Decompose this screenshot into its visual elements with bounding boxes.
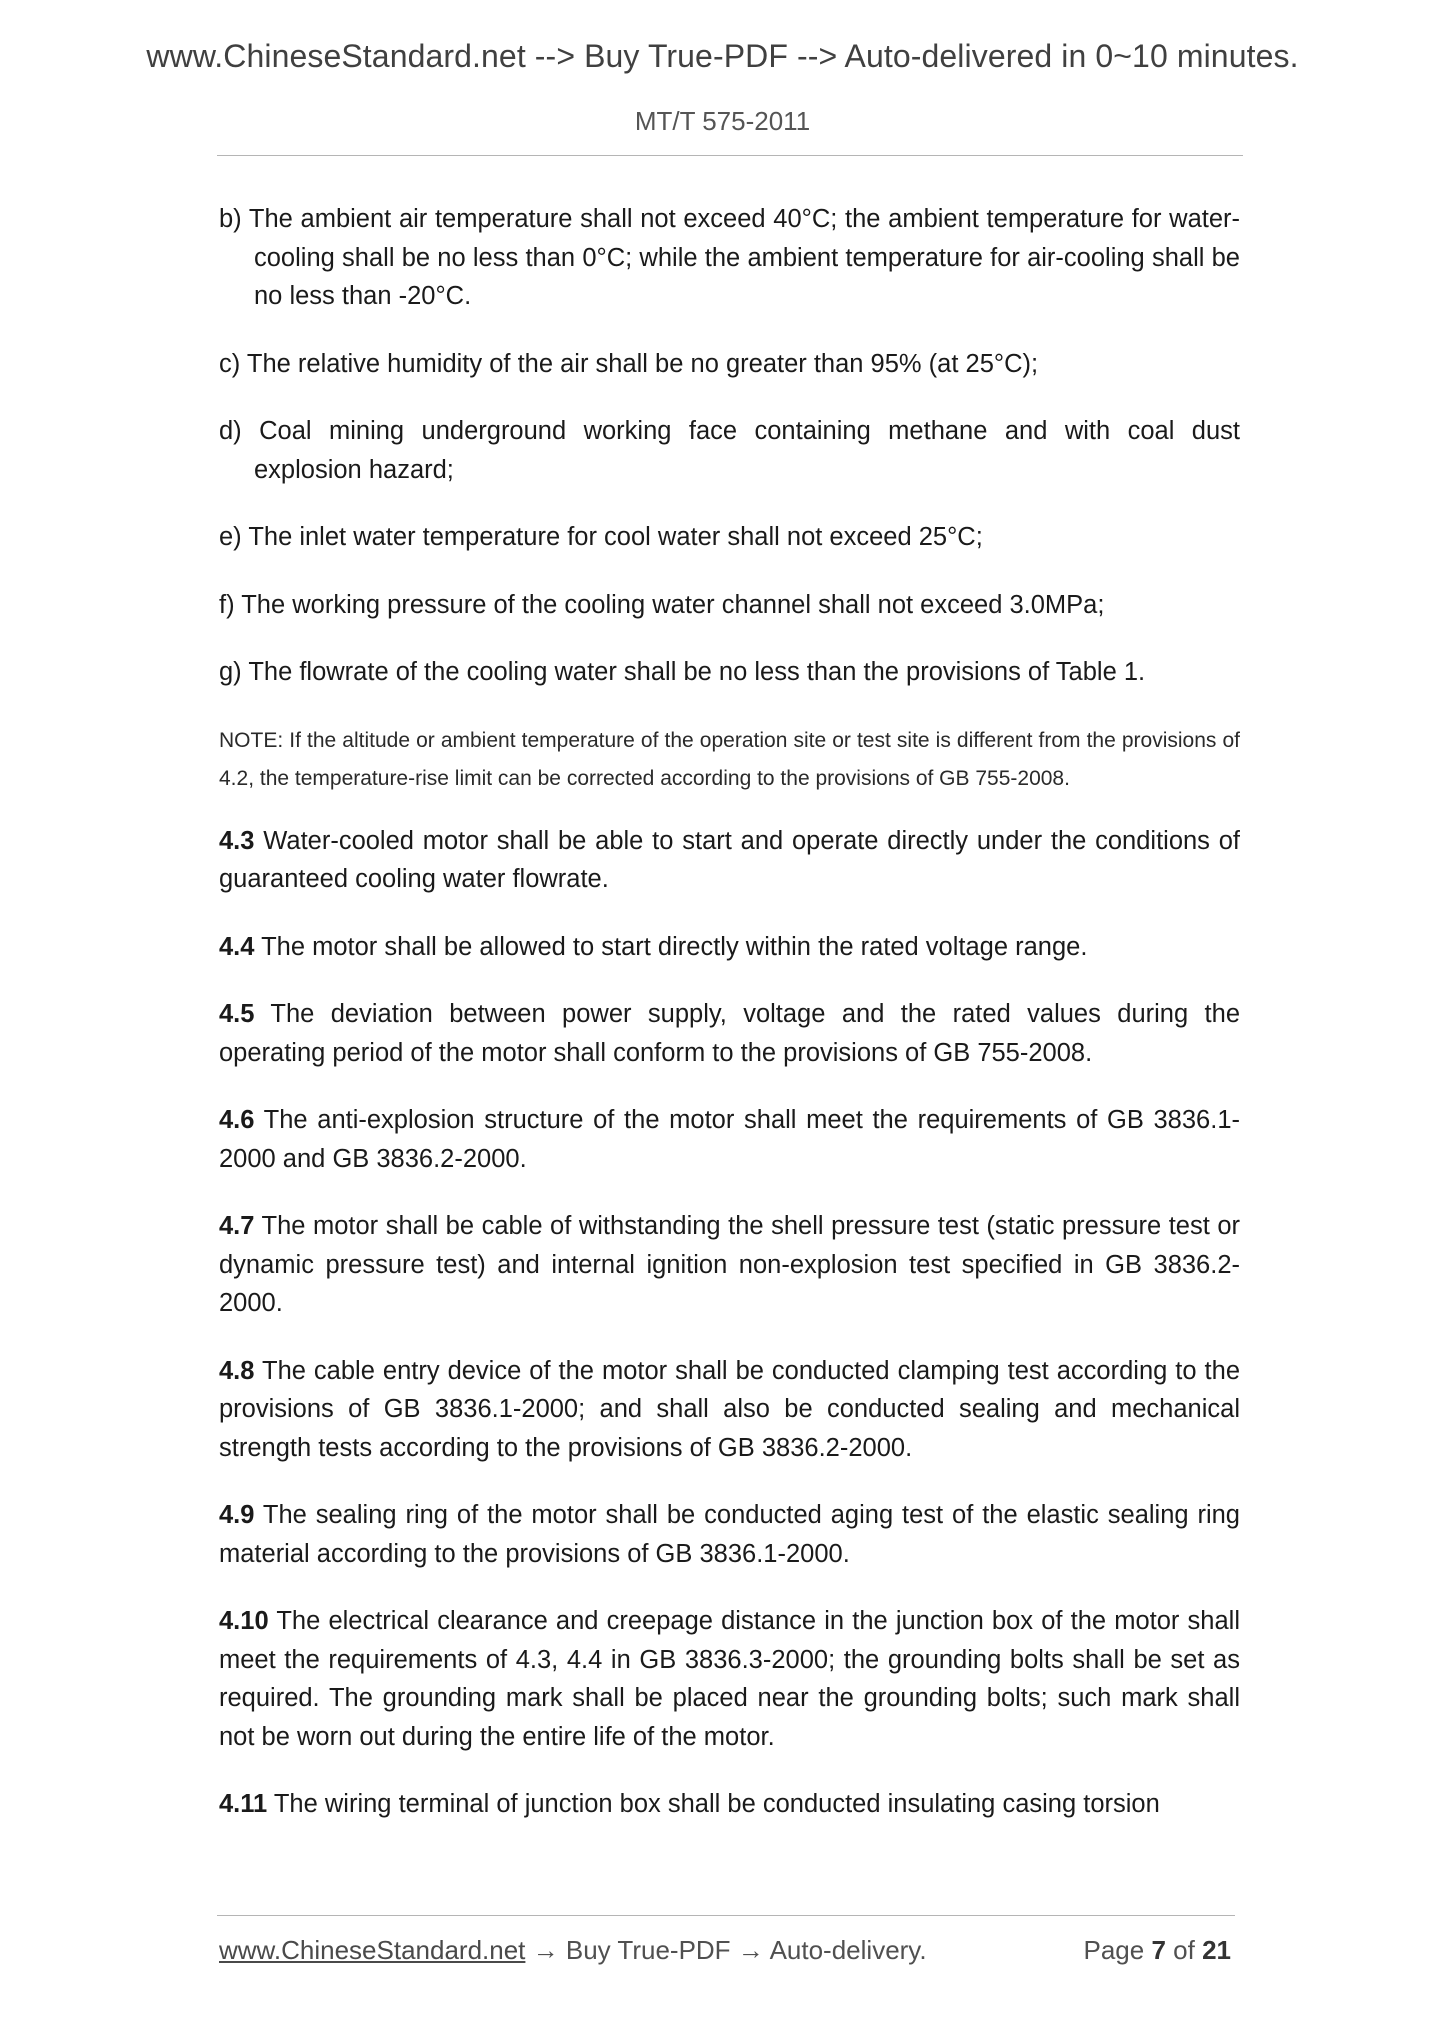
header-divider — [217, 155, 1243, 156]
footer-site-link[interactable]: www.ChineseStandard.net — [219, 1935, 526, 1965]
clause-paragraph — [219, 1496, 1240, 1573]
clause-number: 4.4 — [219, 932, 255, 961]
clause-paragraph — [219, 995, 1240, 1072]
clause-paragraph — [219, 1207, 1240, 1323]
footer-divider — [217, 1915, 1235, 1916]
item-label: d) — [219, 417, 242, 445]
note-paragraph: NOTE: If the altitude or ambient temperature of the operation site or test site is different from the provisions of 4.2, the temperature-rise limit can be corrected according to the provisions of GB 755-2008. — [219, 728, 1240, 790]
clause-paragraph — [219, 1785, 1240, 1824]
item-label: f) — [219, 590, 235, 619]
list-item — [219, 345, 1240, 384]
clause-text: The anti-explosion structure of the motor shall meet the requirements of GB 3836.1-2000 and GB 3836.2-2000. — [219, 1106, 1240, 1173]
clause-paragraph — [219, 1101, 1240, 1178]
clause-text: The sealing ring of the motor shall be conducted aging test of the elastic sealing ring material according to the provisions of GB 3836.1-2000. — [219, 1501, 1240, 1568]
page-indicator — [1083, 1935, 1231, 1966]
clause-number: 4.7 — [219, 1212, 255, 1240]
clause-text: The wiring terminal of junction box shall be conducted insulating casing torsion — [273, 1790, 1160, 1818]
page-number: 7 — [1151, 1935, 1166, 1965]
site-banner: www.ChineseStandard.net --> Buy True-PDF --> Auto-delivered in 0~10 minutes. — [146, 38, 1299, 74]
clause-number: 4.3 — [219, 826, 255, 855]
item-label: e) — [219, 523, 242, 551]
list-item — [219, 200, 1240, 316]
item-label: b) — [219, 205, 242, 233]
clause-text: The deviation between power supply, voltage and the rated values during the operating period of the motor shall conform to the provisions of GB 755-2008. — [219, 1000, 1241, 1067]
clause-paragraph — [219, 822, 1240, 899]
list-item — [219, 412, 1240, 489]
item-text: The working pressure of the cooling water channel shall not exceed 3.0MPa; — [241, 590, 1105, 619]
clause-paragraph — [219, 928, 1240, 967]
clause-text: Water-cooled motor shall be able to start and operate directly under the conditions of guaranteed cooling water flowrate. — [219, 826, 1241, 893]
item-label: g) — [219, 658, 242, 686]
document-code: MT/T 575-2011 — [634, 106, 811, 136]
item-text: The ambient air temperature shall not exceed 40°C; the ambient temperature for water-cooling shall be no less than 0°C; while the ambient temperature for air-cooling shall be no less than -20°C. — [248, 205, 1241, 310]
item-label: c) — [219, 349, 241, 378]
clause-number: 4.10 — [219, 1607, 269, 1635]
page-footer — [219, 1935, 1231, 1966]
item-text: The inlet water temperature for cool water shall not exceed 25°C; — [248, 523, 983, 551]
item-text: The relative humidity of the air shall be no greater than 95% (at 25°C); — [246, 349, 1039, 378]
clause-text: The motor shall be allowed to start directly within the rated voltage range. — [261, 932, 1088, 961]
clause-number: 4.6 — [219, 1106, 255, 1134]
clause-text: The electrical clearance and creepage distance in the junction box of the motor shall meet the requirements of 4.3, 4.4 in GB 3836.3-2000; the grounding bolts shall be set as required. The grounding mark shall be placed near the grounding bolts; such mark shall not be worn out during the entire life of the motor. — [219, 1607, 1240, 1751]
list-item — [219, 586, 1240, 625]
condition-list — [219, 200, 1240, 692]
page-label: Page — [1083, 1935, 1145, 1965]
clause-number: 4.5 — [219, 1000, 255, 1028]
item-text: Coal mining underground working face containing methane and with coal dust explosion hazard; — [254, 417, 1240, 484]
list-item — [219, 518, 1240, 557]
clause-text: The motor shall be cable of withstanding the shell pressure test (static pressure test or dynamic pressure test) and internal ignition non-explosion test specified in GB 3836.2-2000. — [219, 1212, 1240, 1317]
page-total: 21 — [1202, 1935, 1231, 1965]
clause-text: The cable entry device of the motor shall be conducted clamping test according to the provisions of GB 3836.1-2000; and shall also be conducted sealing and mechanical strength tests according to the provisions of GB 3836.2-2000. — [219, 1356, 1241, 1462]
clause-number: 4.11 — [219, 1790, 268, 1818]
page-body — [219, 200, 1240, 1824]
list-item — [219, 653, 1240, 692]
item-text: The flowrate of the cooling water shall be no less than the provisions of Table 1. — [248, 658, 1146, 686]
of-label: of — [1173, 1935, 1195, 1965]
clause-number: 4.8 — [219, 1356, 255, 1385]
clause-paragraph — [219, 1602, 1240, 1756]
footer-tagline: → Buy True-PDF → Auto-delivery. — [525, 1935, 927, 1965]
clause-number: 4.9 — [219, 1501, 255, 1529]
clause-paragraph — [219, 1352, 1240, 1468]
